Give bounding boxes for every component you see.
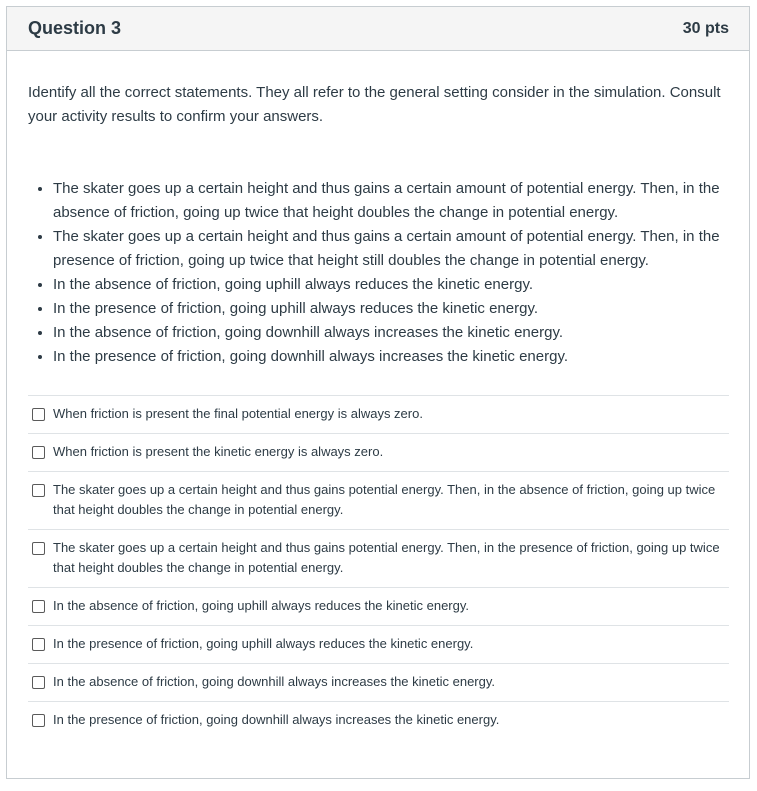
answer-option[interactable] (28, 625, 729, 663)
answer-checkbox[interactable] (32, 484, 45, 497)
answer-checkbox[interactable] (32, 408, 45, 421)
answer-option[interactable] (28, 701, 729, 739)
answer-checkbox[interactable] (32, 600, 45, 613)
answer-checkbox[interactable] (32, 542, 45, 555)
question-title: Question 3 (28, 18, 122, 38)
answer-option[interactable] (28, 587, 729, 625)
statement-item: • In the absence of friction, going downhill always increases the kinetic energy. (53, 321, 729, 345)
question-header (7, 7, 749, 51)
question-card (6, 6, 750, 779)
answer-label[interactable]: The skater goes up a certain height and thus gains potential energy. Then, in the absence of friction, going up twice that height doubles the change in potential energy. (53, 482, 716, 517)
answer-option[interactable] (28, 663, 729, 701)
answer-label[interactable]: In the absence of friction, going uphill always reduces the kinetic energy. (53, 598, 469, 613)
answer-label[interactable]: In the presence of friction, going uphill always reduces the kinetic energy. (53, 636, 474, 651)
statement-item: • In the presence of friction, going uphill always reduces the kinetic energy. (53, 297, 729, 321)
answer-option[interactable] (28, 529, 729, 587)
answer-option[interactable] (28, 395, 729, 433)
answer-checkbox[interactable] (32, 446, 45, 459)
answer-option[interactable] (28, 433, 729, 471)
question-points: 30 pts (682, 19, 729, 37)
statement-item: • In the presence of friction, going downhill always increases the kinetic energy. (53, 345, 729, 369)
answer-label[interactable]: In the absence of friction, going downhill always increases the kinetic energy. (53, 674, 496, 689)
question-body (7, 51, 749, 739)
answer-label[interactable]: In the presence of friction, going downhill always increases the kinetic energy. (53, 712, 500, 727)
answer-checkbox[interactable] (32, 714, 45, 727)
question-intro: Identify all the correct statements. They all refer to the general setting consider in the simulation. Consult your activity results to confirm your answers. (28, 84, 721, 125)
answer-label[interactable]: The skater goes up a certain height and thus gains potential energy. Then, in the presence of friction, going up twice that height doubles the change in potential energy. (53, 540, 720, 575)
answer-checkbox[interactable] (32, 638, 45, 651)
statement-item: • In the absence of friction, going uphill always reduces the kinetic energy. (53, 273, 729, 297)
statement-item: • The skater goes up a certain height and thus gains a certain amount of potential energy. Then, in the presence of friction, going up twice that height still doubles the change in potential energy. (53, 225, 729, 273)
statement-list (28, 177, 729, 369)
answer-label[interactable]: When friction is present the final potential energy is always zero. (53, 406, 423, 421)
answer-option[interactable] (28, 471, 729, 529)
statement-item: • The skater goes up a certain height and thus gains a certain amount of potential energy. Then, in the absence of friction, going up twice that height doubles the change in potential energy. (53, 177, 729, 225)
answer-label[interactable]: When friction is present the kinetic energy is always zero. (53, 444, 384, 459)
answer-list (28, 395, 729, 739)
answer-checkbox[interactable] (32, 676, 45, 689)
